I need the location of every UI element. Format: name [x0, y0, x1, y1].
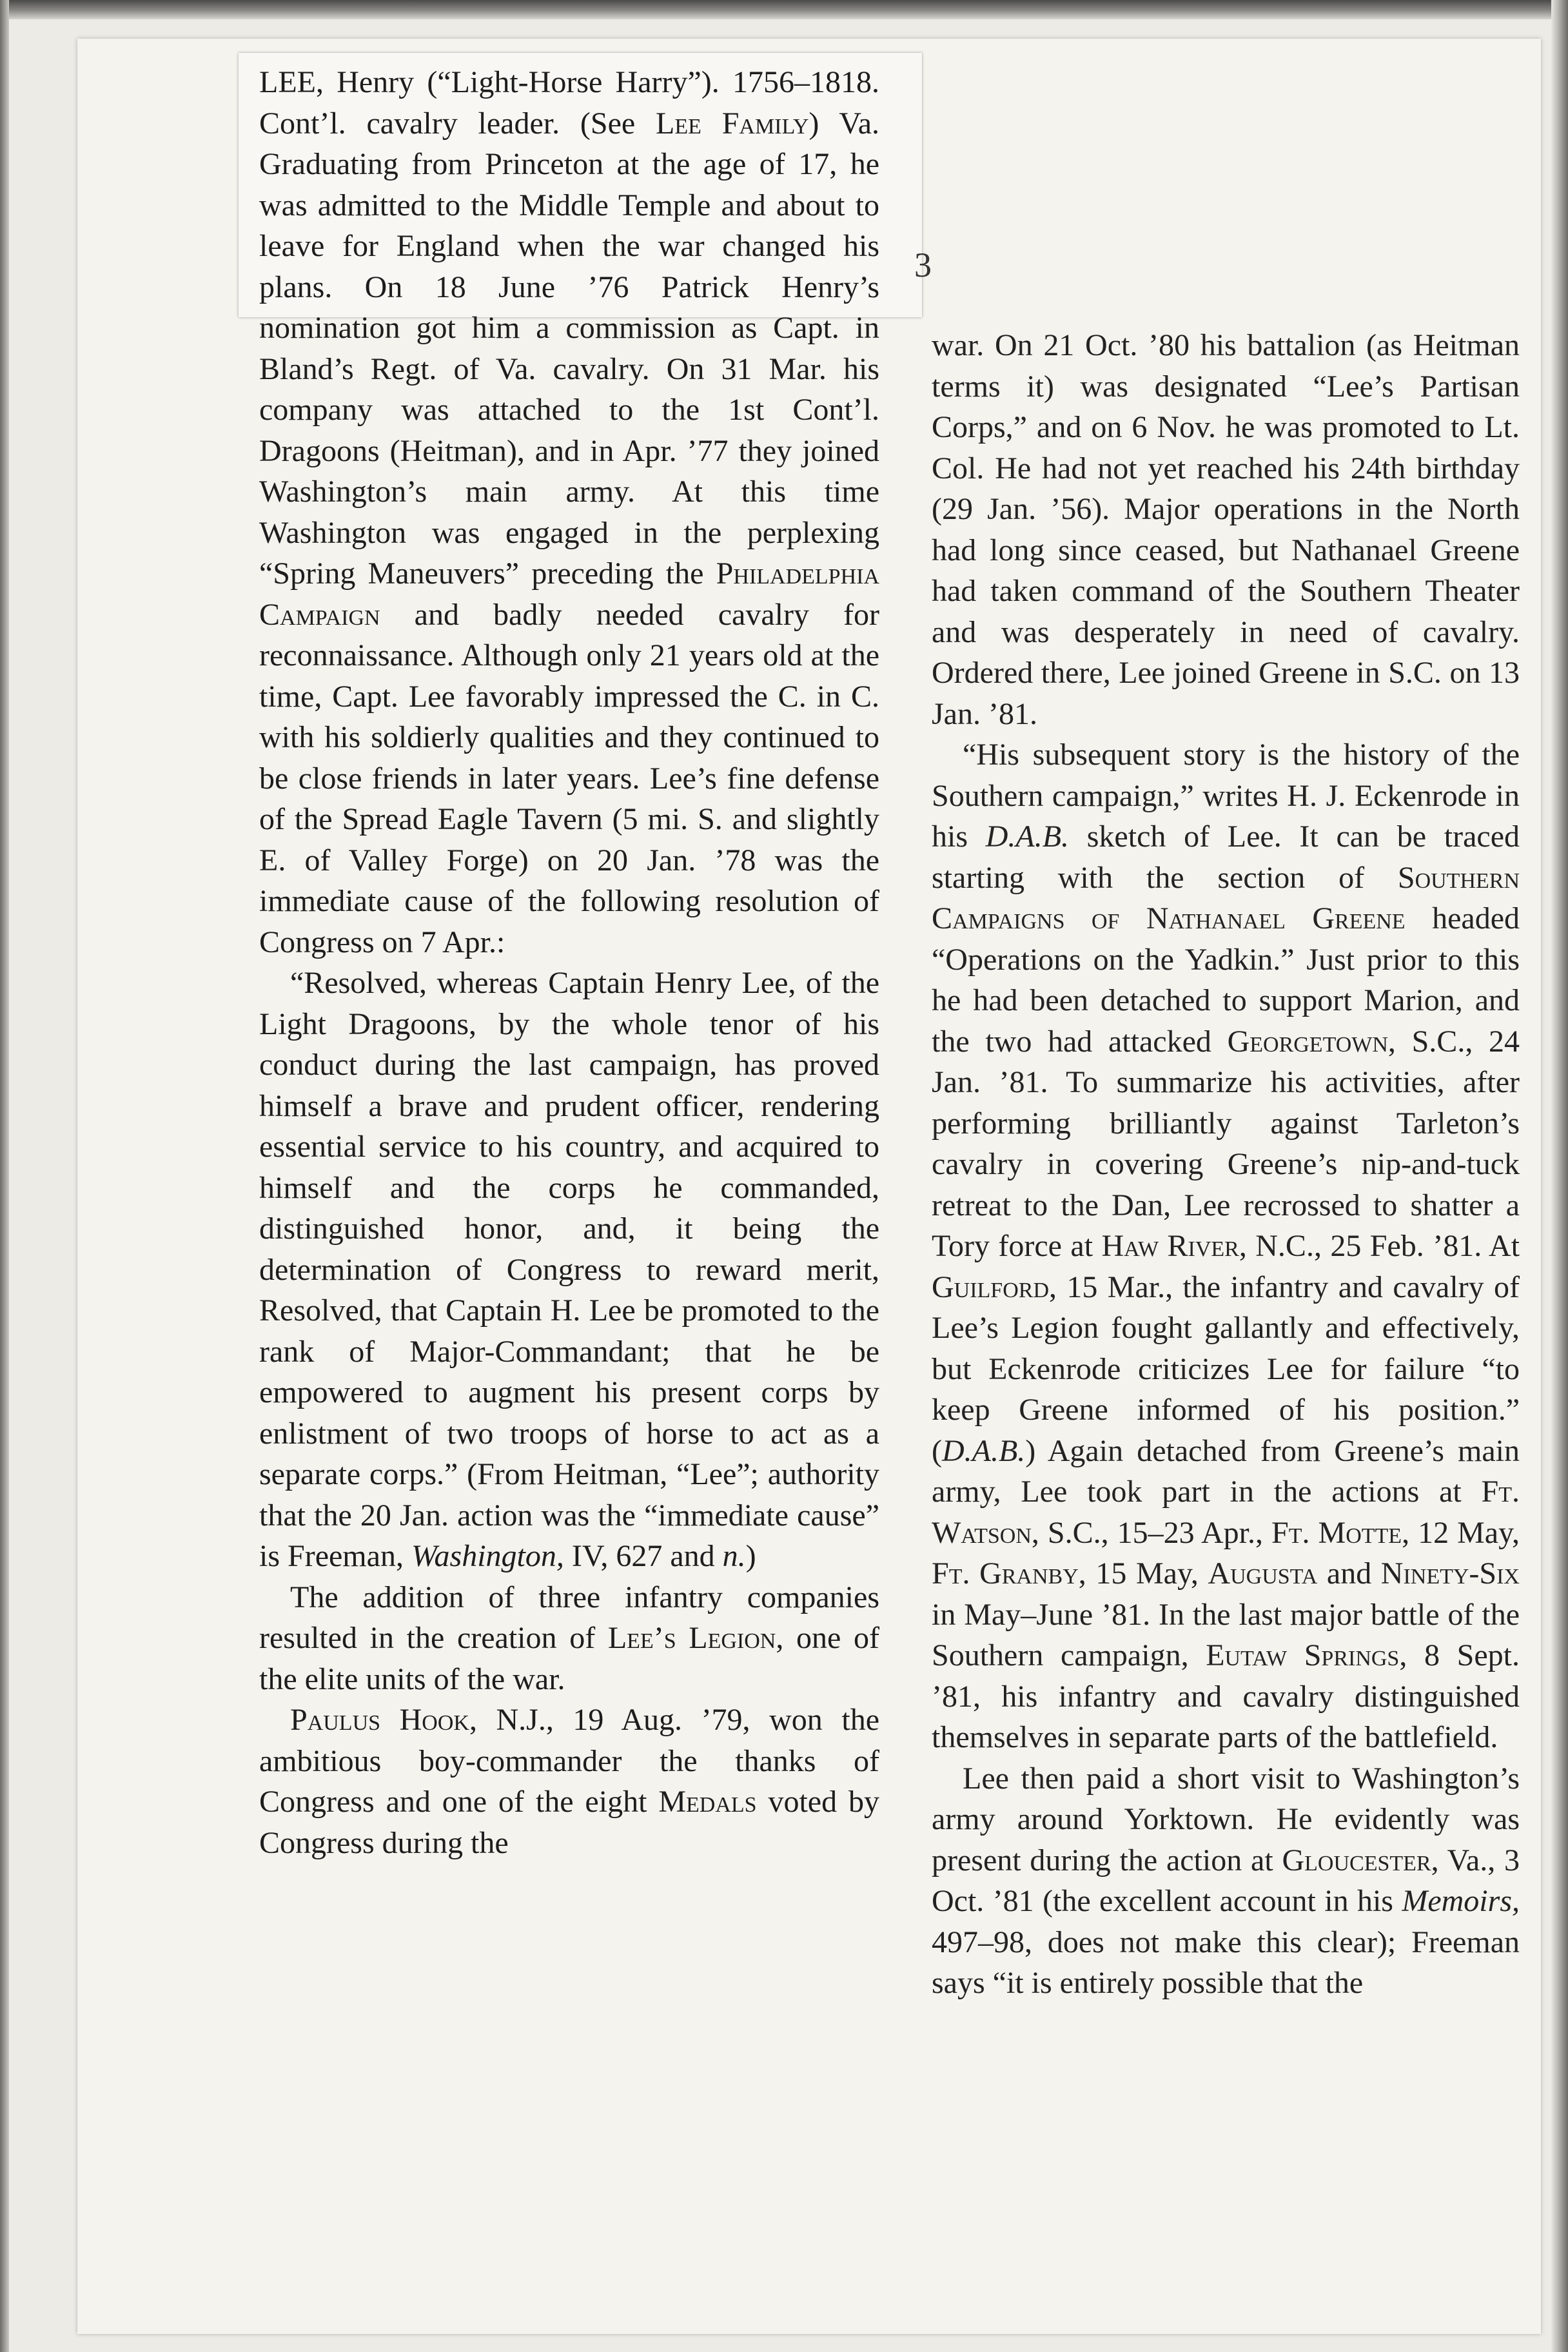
entry-paragraph: “His subsequent story is the history of the Southern campaign,” writes H. J. Eckenrode in his D.A.B. sketch of Lee. It can be traced starting with the section of Southern Campaigns of Nathanael Greene headed “Operations on the Yadkin.” Just prior to this he had been detached to support Marion, and the two had attacked Georgetown, S.C., 24 Jan. ’81. To summarize his activities, after performing brilliantly against Tarleton’s cavalry in covering Greene’s nip-and-tuck retreat to the Dan, Lee recrossed to shatter a Tory force at Haw River, N.C., 25 Feb. ’81. At Guilford, 15 Mar., the infantry and cavalry of Lee’s Legion fought gallantly and effectively, but Eckenrode criticizes Lee for failure “to keep Greene informed of his position.” (D.A.B.) Again detached from Greene’s main army, Lee took part in the actions at Ft. Watson, S.C., 15–23 Apr., Ft. Motte, 12 May, Ft. Granby, 15 May, Augusta and Ninety-Six in May–June ’81. In the last major battle of the Southern campaign, Eutaw Springs, 8 Sept. ’81, his infantry and cavalry distinguished themselves in separate parts of the battlefield. — [932, 738, 1520, 1754]
cross-reference: Augusta — [1208, 1556, 1318, 1591]
cross-reference: Philadelphia Campaign — [259, 556, 879, 632]
cross-reference: Ft. Granby — [932, 1556, 1079, 1591]
work-title: D.A.B. — [985, 819, 1070, 854]
scan-right-edge — [1551, 0, 1568, 2352]
cross-reference: Haw River — [1101, 1229, 1239, 1263]
cross-reference: Southern Campaigns of Nathanael Greene — [932, 860, 1520, 936]
cross-reference: Lee’s Legion — [607, 1621, 776, 1655]
entry-paragraph: LEE, Henry (“Light-Horse Harry”). 1756–1818. Cont’l. cavalry leader. (See Lee Family) Va. Graduating from Princeton at the age of 17, he was admitted to the Middle Temple and about to leave for England when the war changed his plans. On 18 June ’76 Patrick Henry’s nomination got him a commission as Capt. in Bland’s Regt. of Va. cavalry. On 31 Mar. his company was attached to the 1st Cont’l. Dragoons (Heitman), and in Apr. ’77 they joined Washington’s main army. At this time Washington was engaged in the perplexing “Spring Maneuvers” preceding the Philadelphia Campaign and badly needed cavalry for reconnaissance. Although only 21 years old at the time, Capt. Lee favorably impressed the C. in C. with his soldierly qualities and they continued to be close friends in later years. Lee’s fine defense of the Spread Eagle Tavern (5 mi. S. and slightly E. of Valley Forge) on 20 Jan. ’78 was the immediate cause of the following resolution of Congress on 7 Apr.: — [259, 65, 880, 959]
page-mark: 3 — [914, 246, 932, 284]
entry-paragraph: Lee then paid a short visit to Washington’s army around Yorktown. He evidently was present during the action at Gloucester, Va., 3 Oct. ’81 (the excellent account in his Memoirs, 497–98, does not make this clear); Freeman says “it is entirely possible that the — [932, 1761, 1520, 2000]
scan-left-edge — [0, 0, 9, 2352]
cross-reference: Lee Family — [656, 106, 809, 141]
cross-reference: Ft. Watson — [932, 1475, 1520, 1550]
encyclopedia-page — [77, 39, 1541, 2334]
entry-paragraph: Paulus Hook, N.J., 19 Aug. ’79, won the ambitious boy-commander the thanks of Congress and one of the eight Medals voted by Congress during the — [259, 1703, 880, 1860]
cross-reference: Eutaw Springs — [1206, 1638, 1400, 1672]
scan-top-edge — [0, 0, 1568, 19]
cross-reference: Medals — [658, 1785, 757, 1819]
left-column — [259, 62, 879, 1863]
work-title: D.A.B. — [941, 1433, 1026, 1468]
work-title: Memoirs, — [1402, 1884, 1520, 1918]
cross-reference: Guilford — [932, 1269, 1050, 1304]
cross-reference: Georgetown — [1227, 1024, 1388, 1059]
cross-reference: Paulus Hook — [290, 1703, 469, 1737]
cross-reference: Ft. Motte — [1271, 1515, 1402, 1550]
cross-reference: Ninety-Six — [1380, 1556, 1520, 1591]
work-title: Washington, — [411, 1539, 564, 1573]
entry-heading: LEE, Henry (“Light-Horse Harry”). — [259, 65, 720, 99]
right-column — [932, 325, 1520, 2004]
entry-paragraph: war. On 21 Oct. ’80 his battalion (as Heitman terms it) was designated “Lee’s Partisan Corps,” and on 6 Nov. he was promoted to Lt. Col. He had not yet reached his 24th birthday (29 Jan. ’56). Major operations in the North had long since ceased, but Nathanael Greene had taken command of the Southern Theater and was desperately in need of cavalry. Ordered there, Lee joined Greene in S.C. on 13 Jan. ’81. — [932, 328, 1520, 731]
congress-resolution-quote: “Resolved, whereas Captain Henry Lee, of the Light Dragoons, by the whole tenor of his conduct during the last campaign, has proved himself a brave and prudent officer, rendering essential service to his country, and acquired to himself and the corps he commanded, distinguished honor, and, it being the determination of Congress to reward merit, Resolved, that Captain H. Lee be promoted to the rank of Major-Commandant; that he be empowered to augment his present corps by enlistment of two troops of horse to act as a separate corps.” (From Heitman, “Lee”; authority that the 20 Jan. action was the “immediate cause” is Freeman, Washington, IV, 627 and n.) — [259, 966, 879, 1573]
cross-reference: Gloucester — [1282, 1843, 1431, 1877]
entry-paragraph: The addition of three infantry companies resulted in the creation of Lee’s Legion, one of the elite units of the war. — [259, 1580, 879, 1696]
